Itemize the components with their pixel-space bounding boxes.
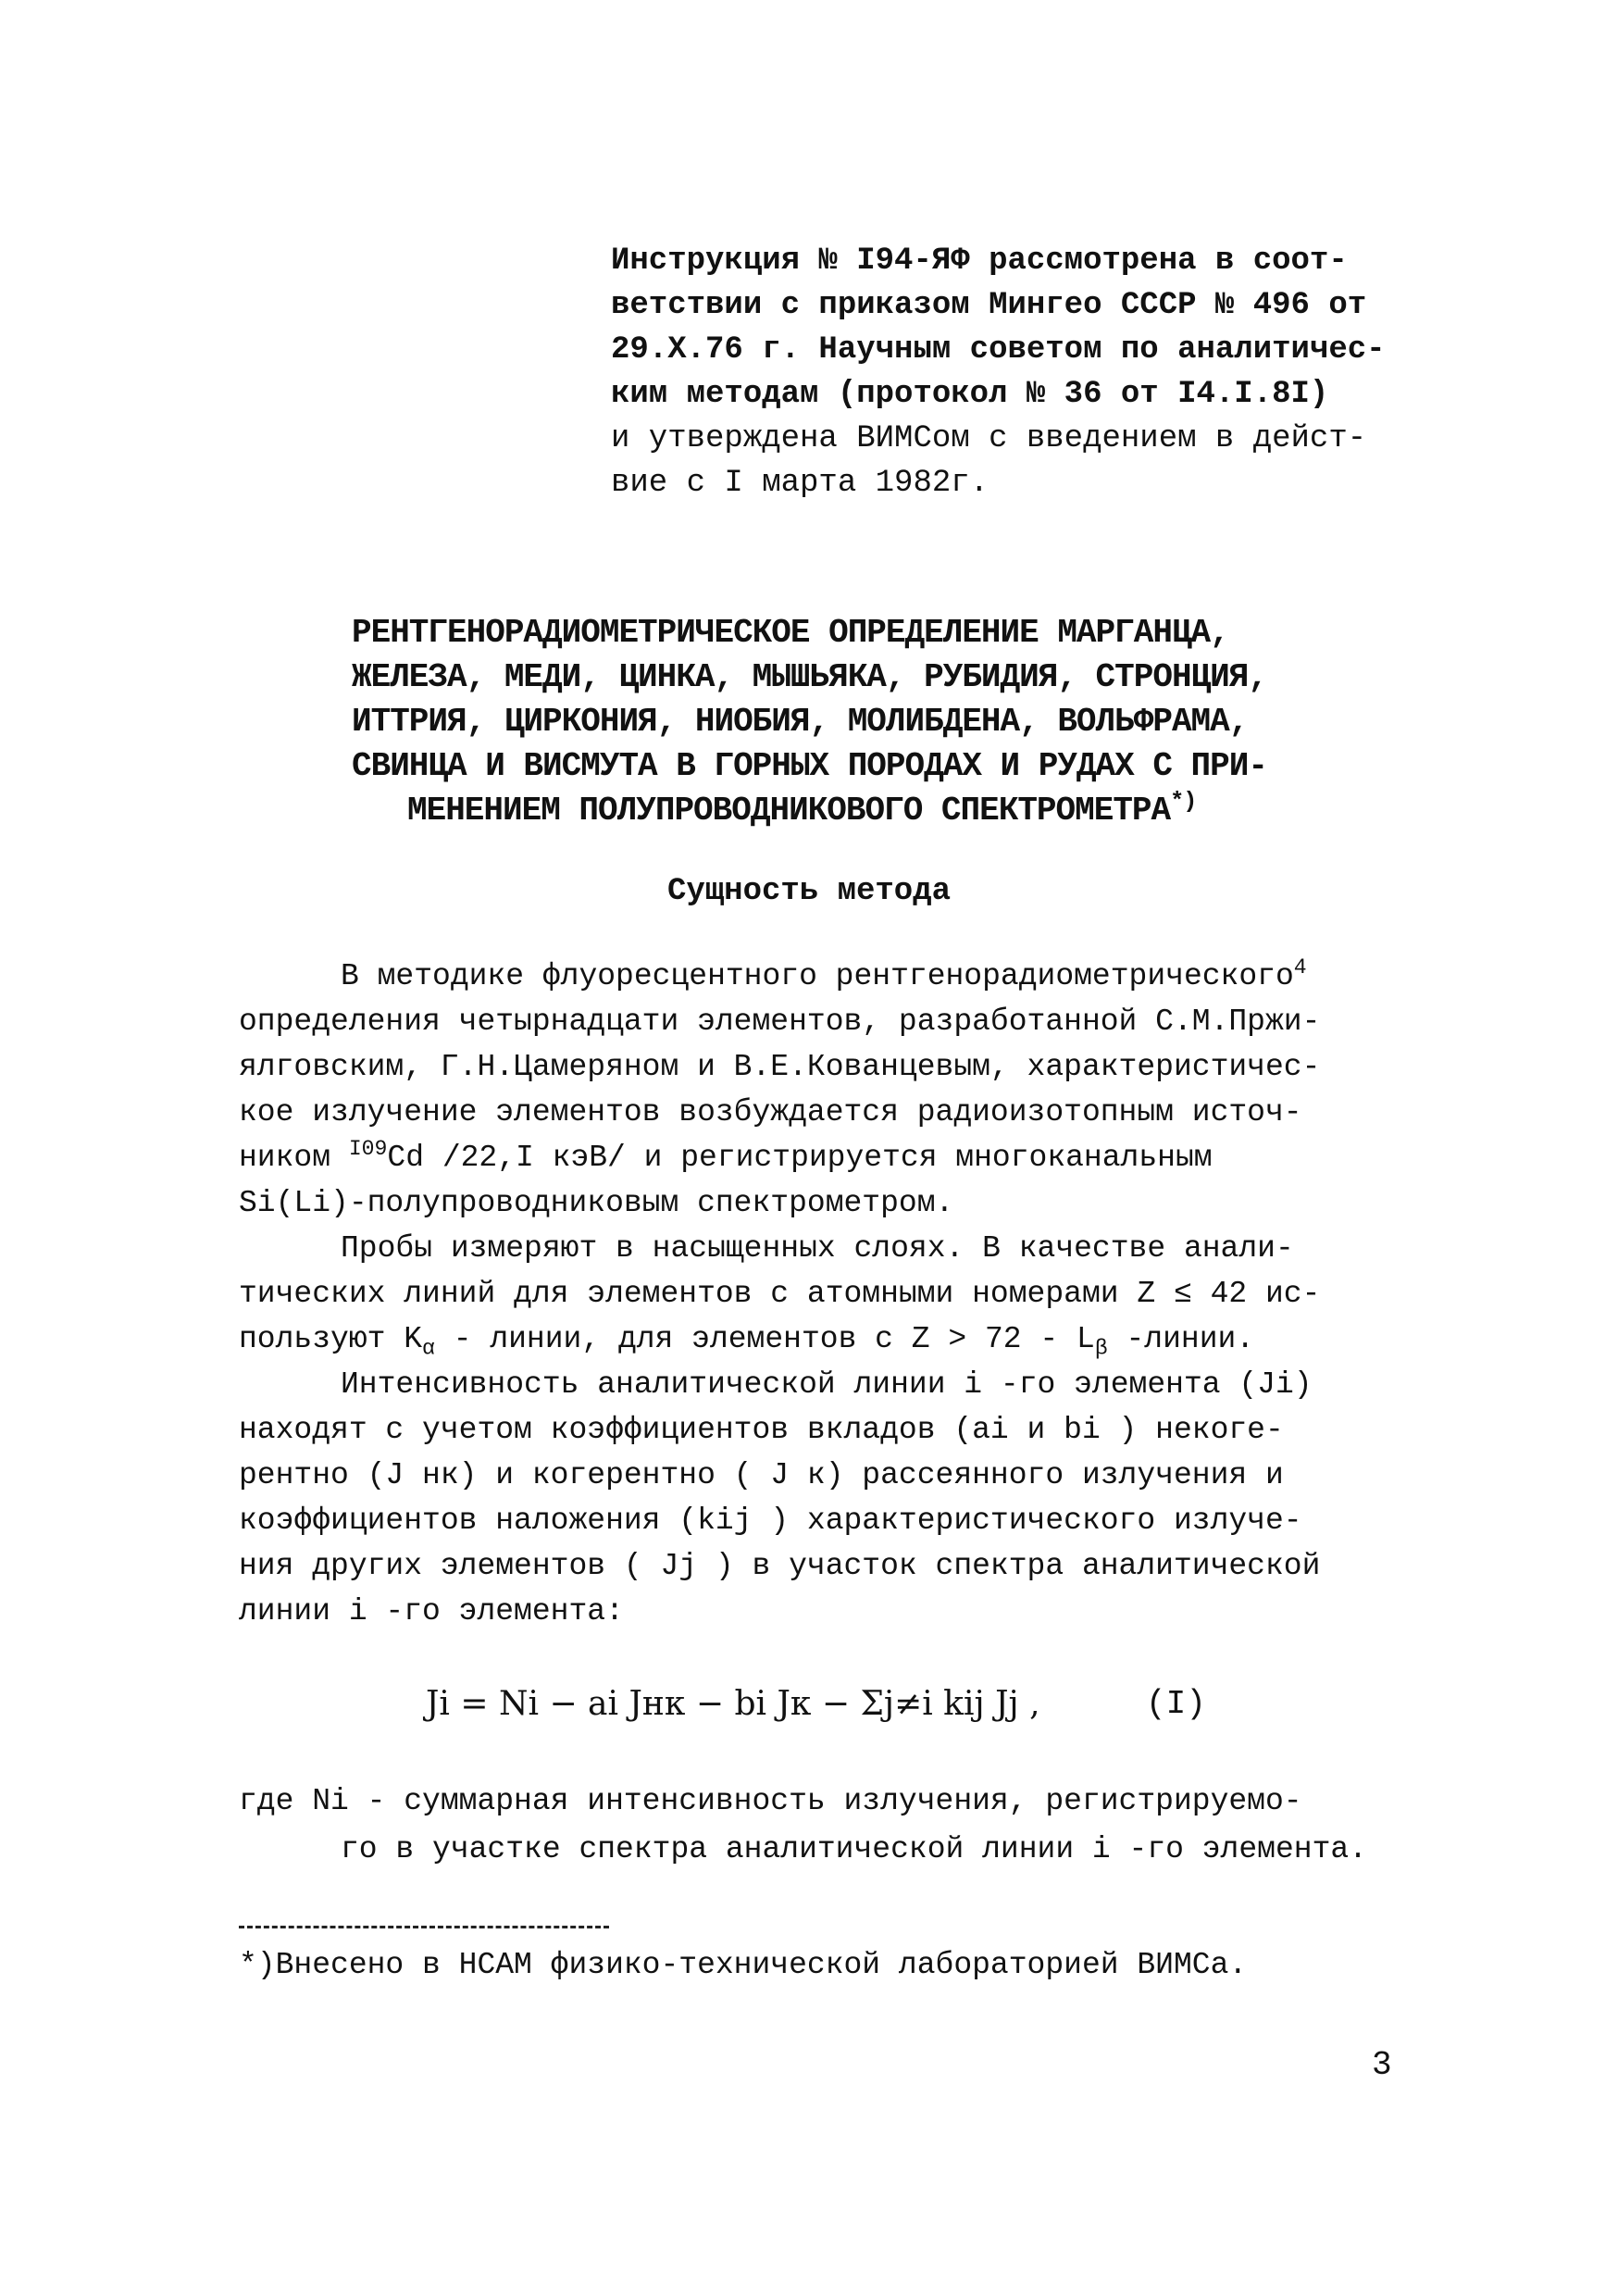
isotope-mass: I09: [348, 1137, 388, 1161]
equation-expression: Ji = Ni − ai Jнк − bi Jк − Σj≠i kij Jj ,: [426, 1685, 1040, 1723]
page-number: 3: [1372, 2046, 1392, 2084]
reference-mark: 4: [1293, 955, 1307, 980]
body-line: Si(Li)-полупроводниковым спектрометром.: [239, 1186, 954, 1220]
title-line: [352, 789, 1333, 833]
approval-line: 29.X.76 г. Научным советом по аналитичес-: [611, 332, 1386, 368]
equation: [426, 1685, 1259, 1723]
line-subscript: β: [1094, 1336, 1108, 1361]
body-line: [239, 1135, 1405, 1180]
body-line: определения четырнадцати элементов, разработанной С.М.Пржи-: [239, 1004, 1321, 1039]
footnote-separator: [239, 1926, 609, 1928]
body-line: тических линий для элементов с атомными номерами Z ≤ 42 ис-: [239, 1277, 1321, 1311]
document-title: [352, 611, 1333, 833]
where-line: где Ni - суммарная интенсивность излучения, регистрируемо-: [239, 1784, 1302, 1818]
title-footnote-mark: *): [1170, 788, 1197, 815]
body-line-text: -линии.: [1107, 1322, 1255, 1356]
body-text: [239, 954, 1405, 1634]
title-line: ЖЕЛЕЗА, МЕДИ, ЦИНКА, МЫШЬЯКА, РУБИДИЯ, СТРОНЦИЯ,: [352, 658, 1267, 696]
title-line: СВИНЦА И ВИСМУТА В ГОРНЫХ ПОРОДАХ И РУДАХ С ПРИ-: [352, 747, 1267, 785]
where-line: го в участке спектра аналитической линии i -го элемента.: [341, 1832, 1367, 1866]
footnote: *)Внесено в НСАМ физико-технической лабораторией ВИМСа.: [239, 1948, 1248, 1982]
title-line: РЕНТГЕНОРАДИОМЕТРИЧЕСКОЕ ОПРЕДЕЛЕНИЕ МАРГАНЦА,: [352, 614, 1229, 652]
approval-line: вие с I марта 1982г.: [611, 466, 989, 501]
approval-line: Инструкция № I94-ЯФ рассмотрена в соот-: [611, 243, 1348, 279]
approval-line: ким методам (протокол № 36 от I4.I.8I): [611, 377, 1329, 412]
line-subscript: α: [422, 1336, 435, 1361]
body-line-text: Cd /22,I кэВ/ и регистрируется многоканальным: [387, 1141, 1213, 1175]
body-line-text: - линии, для элементов с Z > 72 - L: [434, 1322, 1095, 1356]
equation-number: (I): [1146, 1685, 1206, 1723]
body-line: находят с учетом коэффициентов вкладов (ai и bi ) некоге-: [239, 1413, 1284, 1447]
body-line-text: В методике флуоресцентного рентгенорадиометрического: [341, 959, 1294, 993]
where-clause: [239, 1778, 1442, 1874]
body-line: линии i -го элемента:: [239, 1594, 624, 1628]
body-line: [239, 1316, 1405, 1362]
title-line: ИТТРИЯ, ЦИРКОНИЯ, НИОБИЯ, МОЛИБДЕНА, ВОЛЬФРАМА,: [352, 703, 1249, 741]
body-line: коэффициентов наложения (kij ) характеристического излуче-: [239, 1504, 1302, 1538]
title-line-text: МЕНЕНИЕМ ПОЛУПРОВОДНИКОВОГО СПЕКТРОМЕТРА: [407, 792, 1171, 830]
body-line-text: ником: [239, 1141, 349, 1175]
approval-line: ветствии с приказом Мингео СССР № 496 от: [611, 288, 1367, 323]
section-heading: Сущность метода: [666, 874, 952, 909]
approval-line: и утверждена ВИМСом с введением в дейст-: [611, 421, 1367, 456]
body-line: рентно (J нк) и когерентно ( J к) рассеянного излучения и: [239, 1458, 1284, 1492]
body-line: Интенсивность аналитической линии i -го элемента (Ji): [341, 1367, 1313, 1402]
approval-note: [611, 239, 1407, 505]
body-line: ния других элементов ( Jj ) в участок спектра аналитической: [239, 1549, 1321, 1583]
body-line: [239, 954, 1405, 999]
body-line: Пробы измеряют в насыщенных слоях. В качестве анали-: [341, 1231, 1294, 1266]
body-line: ялговским, Г.Н.Цамеряном и В.Е.Кованцевым, характеристичес-: [239, 1050, 1321, 1084]
body-line: кое излучение элементов возбуждается радиоизотопным источ-: [239, 1095, 1302, 1129]
body-line-text: пользуют K: [239, 1322, 423, 1356]
